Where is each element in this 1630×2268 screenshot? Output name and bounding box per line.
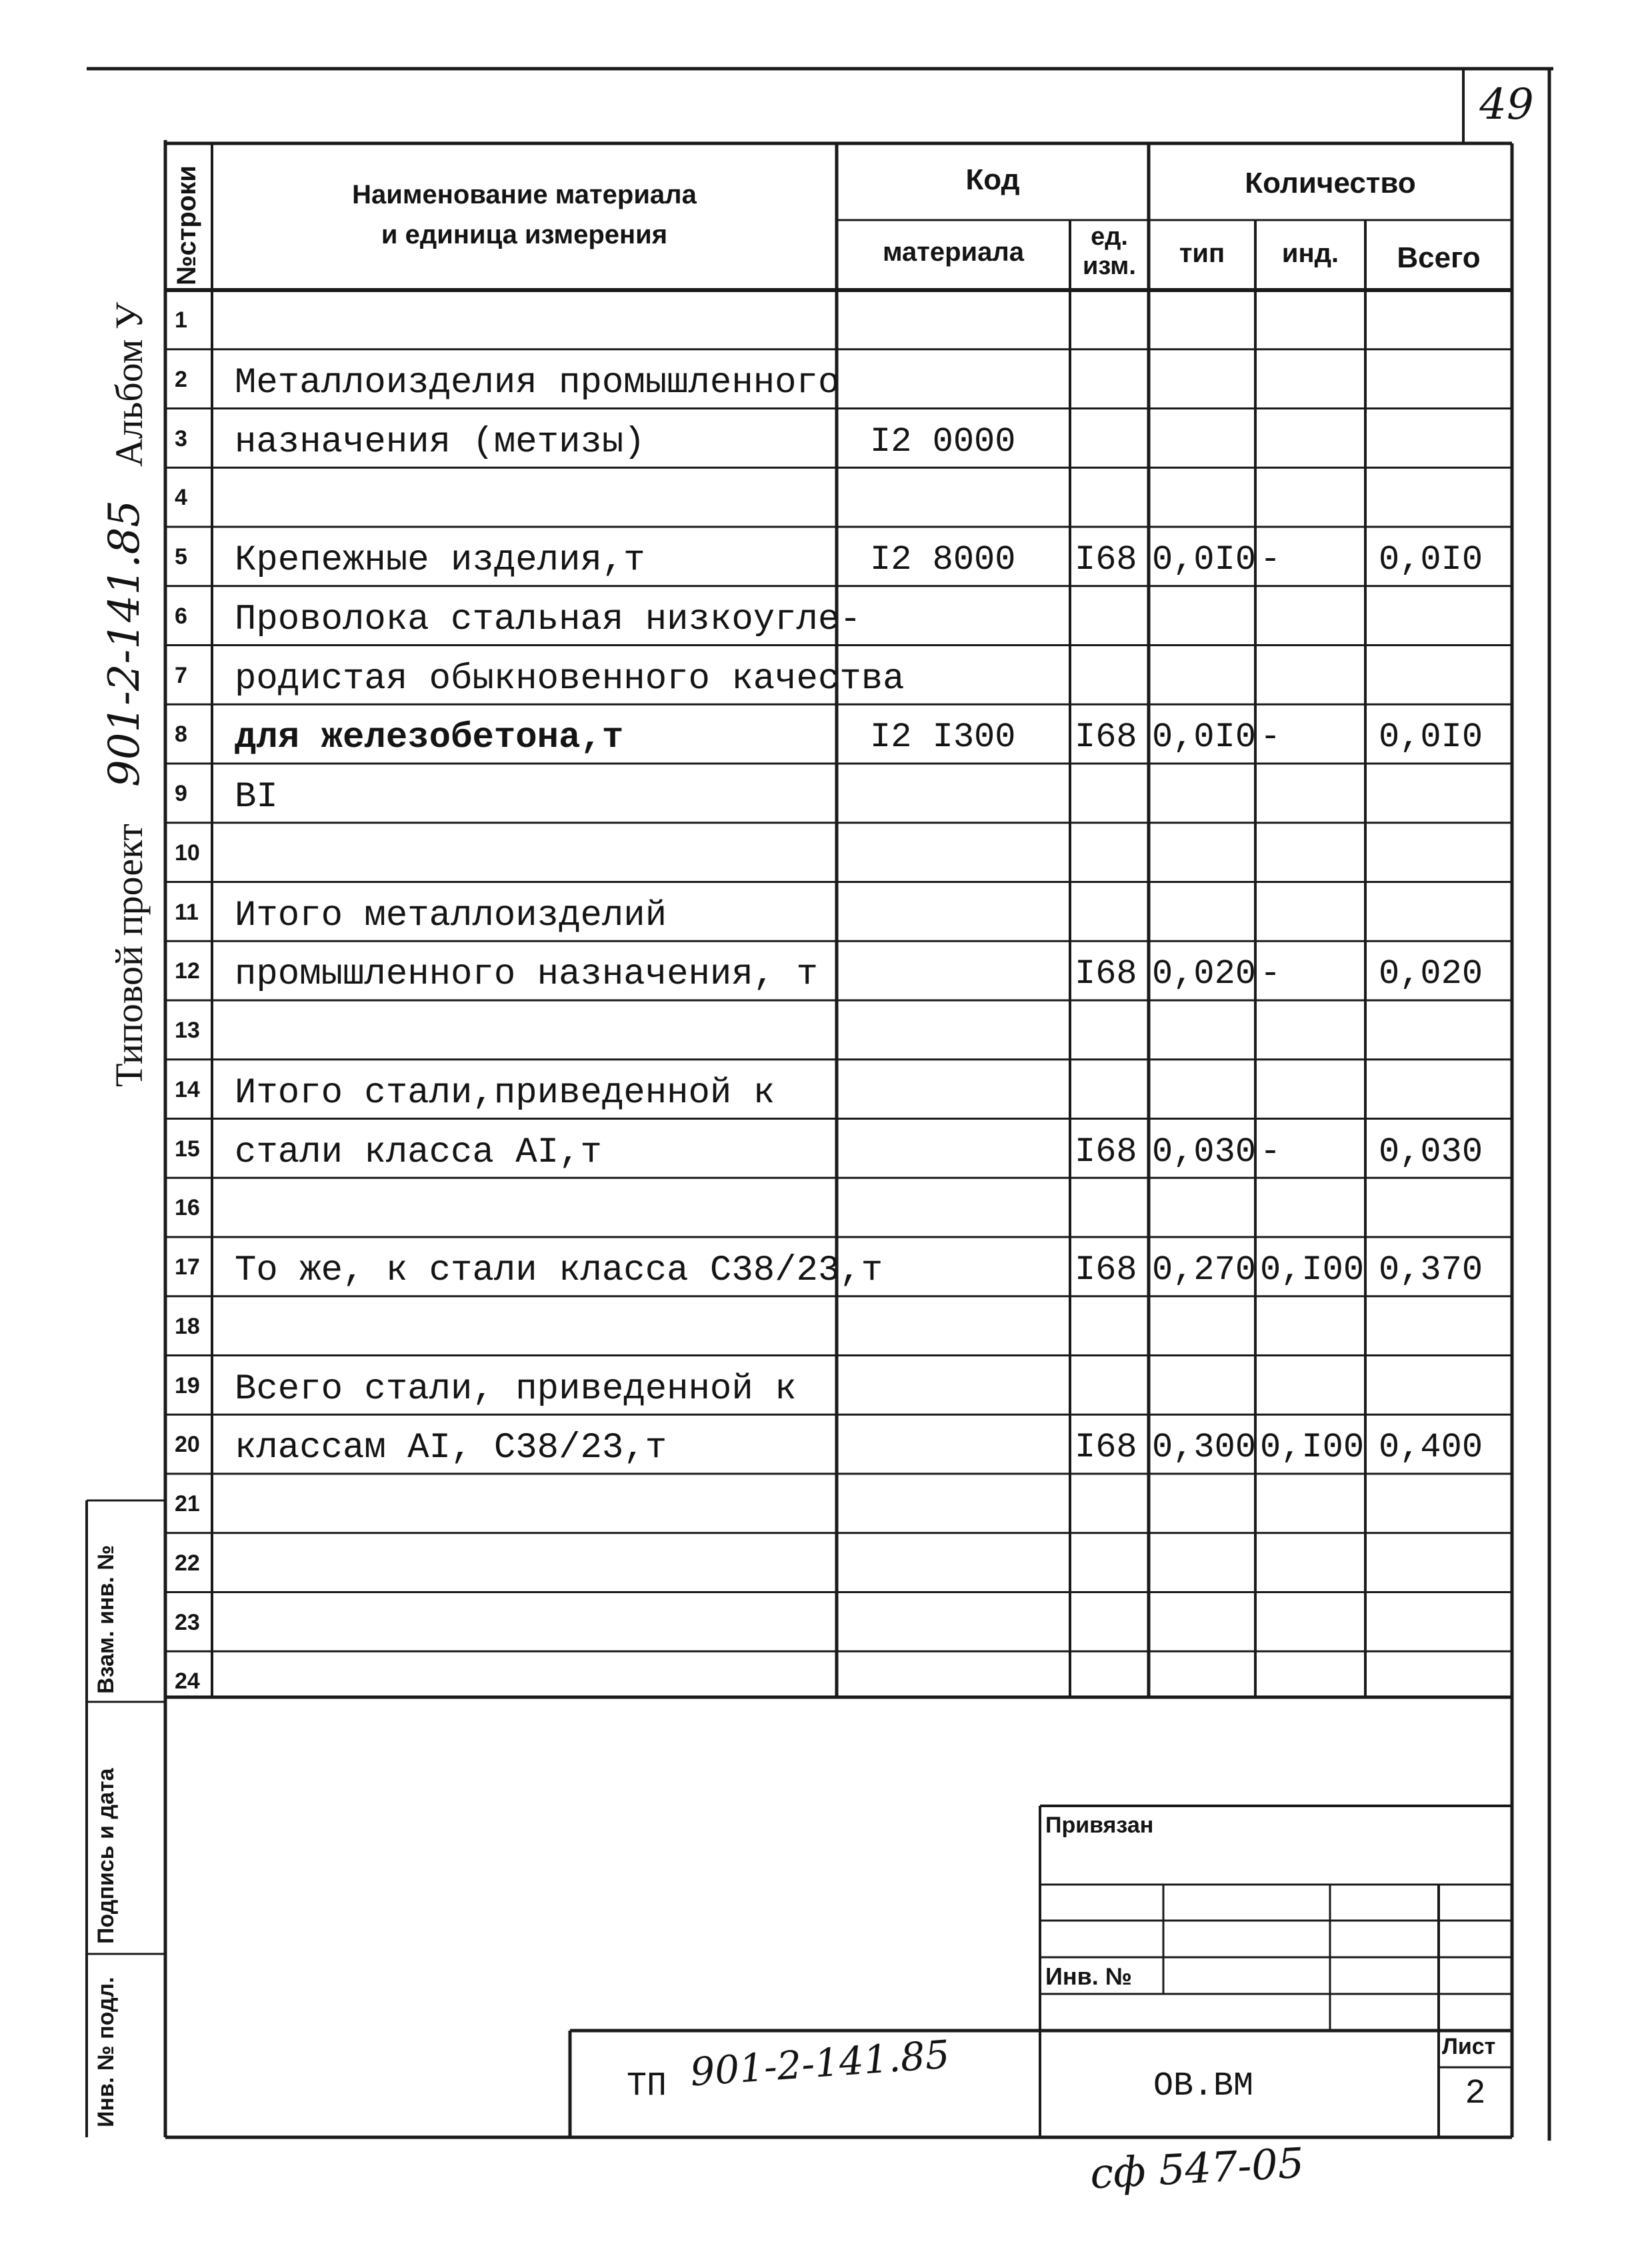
row-qty-ind: -	[1260, 540, 1281, 580]
row-name: То же, к стали класса С38/23,т	[235, 1250, 883, 1291]
title-tp: ТП	[627, 2067, 667, 2105]
row-number: 10	[175, 840, 200, 866]
row-number: 11	[175, 899, 199, 925]
row-name: Всего стали, приведенной к	[235, 1368, 797, 1410]
row-name: назначения (метизы)	[235, 421, 645, 463]
row-qty-typ: 0,0I0	[1152, 540, 1257, 580]
row-name: родистая обыкновенного качества	[235, 658, 905, 700]
row-qty-ind: 0,I00	[1260, 1428, 1365, 1468]
row-material-code: I2 0000	[870, 421, 1016, 461]
header-total: Всего	[1397, 241, 1481, 274]
row-number: 9	[175, 781, 187, 806]
row-number: 17	[175, 1254, 200, 1280]
page-number: 49	[1479, 80, 1534, 129]
row-name: промышленного назначения, т	[235, 954, 818, 996]
row-number: 13	[175, 1018, 200, 1043]
stamp-inv-orig: Инв. № подл.	[93, 1977, 119, 2127]
row-unit-code: I68	[1075, 1428, 1137, 1468]
row-qty-total: 0,0I0	[1379, 718, 1483, 758]
row-number: 8	[175, 722, 187, 748]
header-code: Код	[965, 163, 1020, 196]
title-sheet-label: Лист	[1442, 2034, 1496, 2059]
row-number: 5	[175, 544, 187, 570]
row-number: 19	[175, 1372, 200, 1398]
row-name: Проволока стальная низкоугле-	[235, 599, 861, 640]
title-inv-label: Инв. №	[1045, 1963, 1132, 1990]
row-unit-code: I68	[1075, 718, 1137, 758]
row-qty-total: 0,370	[1379, 1250, 1483, 1290]
row-name: Итого металлоизделий	[235, 895, 667, 936]
header-quantity: Количество	[1245, 167, 1416, 199]
row-unit-code: I68	[1075, 954, 1137, 994]
header-row-number: №строки	[172, 165, 201, 285]
row-name: Металлоизделия промышленного	[235, 362, 840, 403]
row-number: 14	[175, 1076, 200, 1102]
row-name: Крепежные изделия,т	[235, 540, 645, 581]
row-qty-ind: 0,I00	[1260, 1250, 1365, 1290]
header-ind: инд.	[1281, 239, 1339, 268]
row-number: 18	[175, 1313, 200, 1339]
row-number: 20	[175, 1432, 200, 1458]
row-qty-typ: 0,300	[1152, 1428, 1257, 1468]
title-bound-label: Привязан	[1045, 1813, 1154, 1838]
row-qty-total: 0,400	[1379, 1428, 1483, 1468]
stamp-replace-inv: Взам. инв. №	[93, 1544, 119, 1694]
stamp-sign-date: Подпись и дата	[93, 1768, 119, 1944]
row-number: 16	[175, 1195, 200, 1221]
header-typ: тип	[1179, 239, 1225, 268]
row-qty-typ: 0,020	[1152, 954, 1257, 994]
row-material-code: I2 8000	[870, 540, 1016, 580]
row-number: 12	[175, 958, 200, 984]
side-title: Типовой проект	[107, 824, 151, 1087]
row-number: 4	[175, 485, 187, 511]
row-qty-typ: 0,030	[1152, 1132, 1257, 1172]
row-number: 21	[175, 1491, 200, 1516]
row-material-code: I2 I300	[870, 718, 1016, 758]
side-project-number: 901-2-141.85	[100, 499, 149, 787]
row-number: 2	[175, 366, 187, 392]
row-qty-ind: -	[1260, 1132, 1281, 1172]
header-unit-line2: изм.	[1083, 252, 1136, 280]
row-name: для железобетона,т	[235, 718, 624, 759]
row-number: 22	[175, 1550, 200, 1576]
row-number: 3	[175, 425, 187, 451]
row-unit-code: I68	[1075, 1250, 1137, 1290]
row-qty-typ: 0,0I0	[1152, 718, 1257, 758]
row-qty-total: 0,0I0	[1379, 540, 1483, 580]
row-unit-code: I68	[1075, 540, 1137, 580]
row-qty-typ: 0,270	[1152, 1250, 1257, 1290]
row-name: стали класса AI,т	[235, 1132, 602, 1173]
title-sheet-number: 2	[1465, 2074, 1486, 2113]
row-number: 15	[175, 1136, 200, 1162]
row-number: 6	[175, 603, 187, 629]
header-unit-line1: ед.	[1091, 223, 1128, 251]
row-name: Итого стали,приведенной к	[235, 1072, 775, 1114]
bottom-handwritten-note: сф 547-05	[1089, 2138, 1305, 2199]
header-name-line2: и единица измерения	[381, 220, 668, 249]
row-name: классам AI, С38/23,т	[235, 1428, 667, 1469]
header-material: материала	[882, 237, 1025, 267]
title-project-number: 901-2-141.85	[689, 2031, 951, 2095]
row-qty-ind: -	[1260, 954, 1281, 994]
title-doc-code: ОВ.ВМ	[1153, 2067, 1254, 2105]
row-number: 7	[175, 662, 187, 688]
row-qty-total: 0,020	[1379, 954, 1483, 994]
row-number: 23	[175, 1609, 200, 1635]
row-qty-ind: -	[1260, 718, 1281, 758]
row-qty-total: 0,030	[1379, 1132, 1483, 1172]
row-number: 24	[175, 1668, 200, 1694]
row-unit-code: I68	[1075, 1132, 1137, 1172]
row-name: BI	[235, 777, 278, 818]
header-name-line1: Наименование материала	[352, 180, 697, 209]
row-number: 1	[175, 307, 187, 333]
side-album: Альбом У	[107, 302, 151, 467]
